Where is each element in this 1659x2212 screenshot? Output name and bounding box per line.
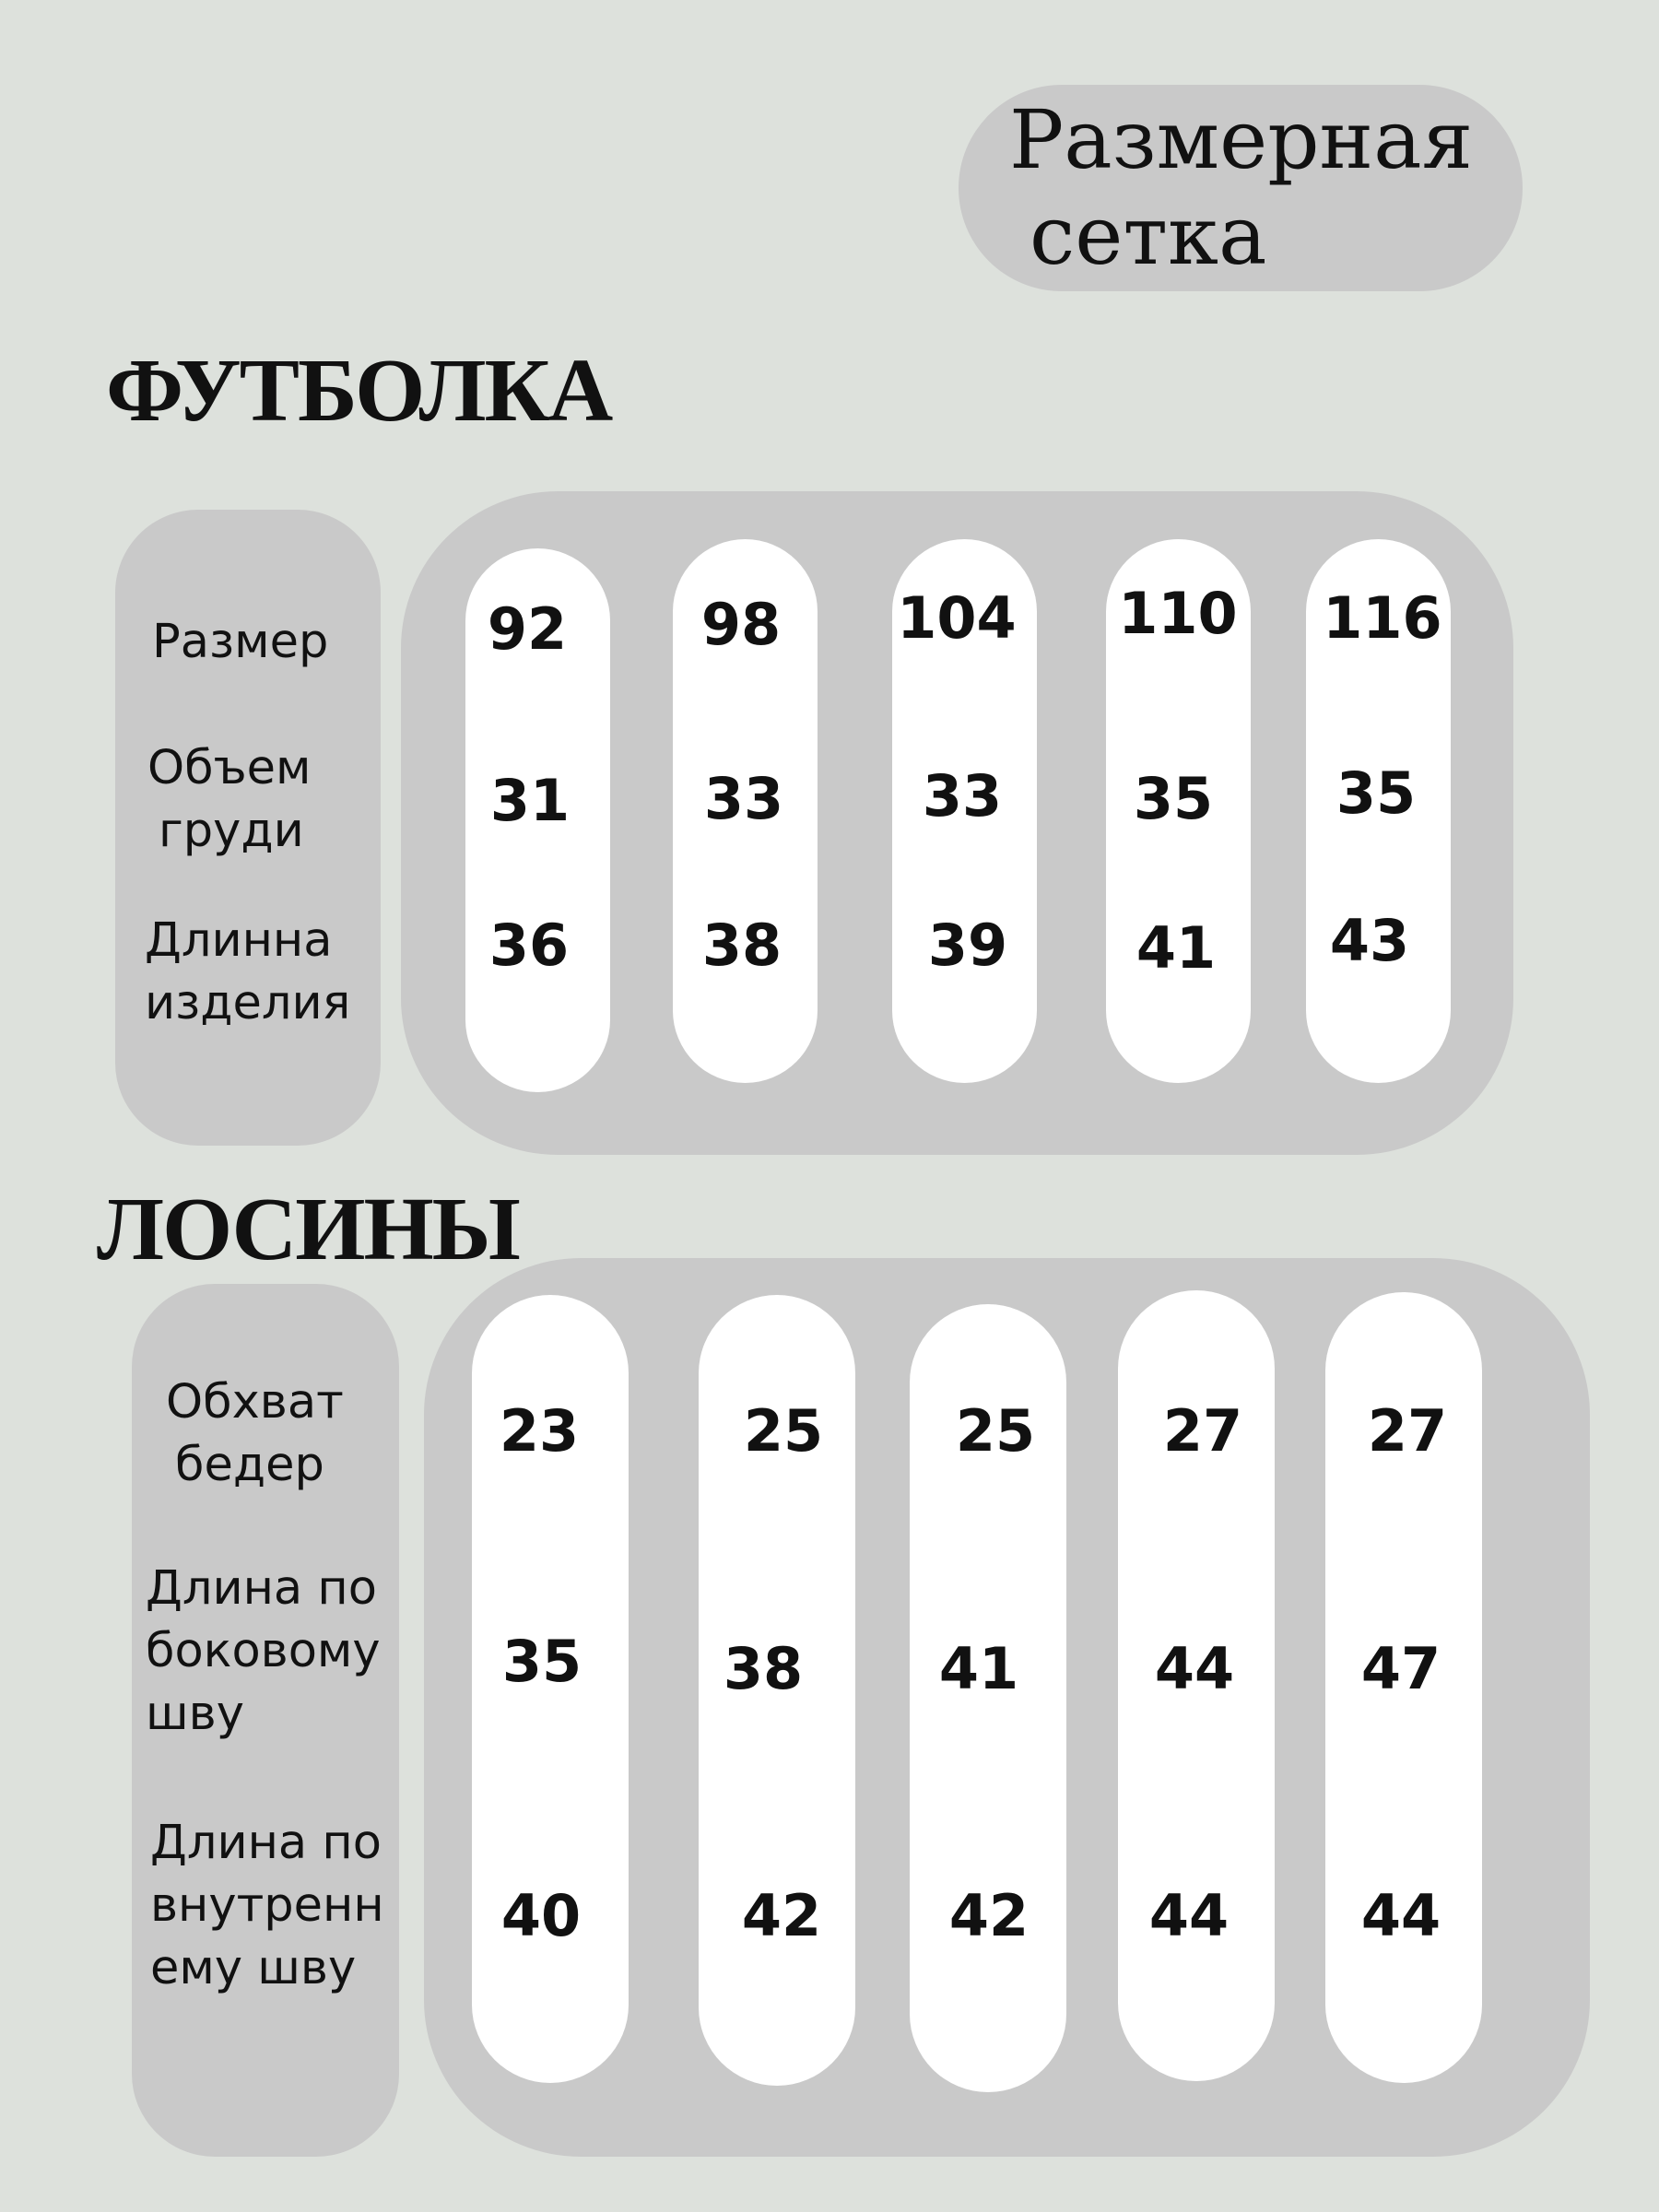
leggings-label-side-line2: боковому: [146, 1624, 381, 1678]
tshirt-length-value: 38: [701, 912, 782, 979]
leggings-hip-value: 25: [743, 1397, 824, 1465]
leggings-hip-value: 23: [499, 1397, 580, 1465]
tshirt-length-value: 36: [488, 912, 570, 979]
page-title-line1: Размерная: [1009, 92, 1474, 187]
tshirt-chest-value: 35: [1335, 759, 1417, 827]
tshirt-label-size: Размер: [152, 615, 329, 669]
leggings-inner-value: 44: [1148, 1882, 1230, 1949]
tshirt-size-value: 116: [1323, 584, 1442, 652]
leggings-label-inner-line3: ему шву: [150, 1941, 357, 1995]
tshirt-label-length-line2: изделия: [145, 976, 351, 1030]
tshirt-length-value: 41: [1135, 914, 1217, 982]
leggings-label-hip-line2: бедер: [175, 1438, 324, 1492]
leggings-label-side-line1: Длина по: [146, 1561, 377, 1616]
page-title: [1009, 92, 1525, 284]
tshirt-size-value: 104: [897, 584, 1017, 652]
leggings-inner-value: 42: [741, 1882, 822, 1949]
leggings-side-value: 41: [938, 1635, 1019, 1702]
leggings-side-value: 47: [1360, 1635, 1441, 1702]
leggings-label-inner-line1: Длина по: [150, 1816, 382, 1870]
leggings-inner-value: 40: [500, 1882, 582, 1949]
tshirt-length-value: 39: [927, 912, 1008, 979]
leggings-hip-value: 27: [1162, 1397, 1243, 1465]
leggings-label-side-line3: шву: [146, 1687, 244, 1741]
tshirt-size-value: 98: [700, 591, 782, 658]
tshirt-label-length-line1: Длинна: [145, 913, 333, 968]
leggings-label-inner-line2: внутренн: [150, 1878, 384, 1933]
leggings-side-value: 44: [1154, 1635, 1235, 1702]
tshirt-label-chest-line1: Объем: [147, 741, 312, 795]
tshirt-chest-value: 33: [922, 762, 1003, 830]
leggings-hip-value: 25: [955, 1397, 1036, 1465]
leggings-inner-value: 44: [1360, 1882, 1441, 1949]
tshirt-label-chest-line2: груди: [159, 804, 304, 858]
leggings-side-value: 35: [501, 1628, 582, 1695]
leggings-label-hip-line1: Обхват: [166, 1375, 344, 1430]
tshirt-length-value: 43: [1329, 907, 1410, 974]
tshirt-size-value: 110: [1118, 580, 1238, 647]
leggings-inner-value: 42: [948, 1882, 1030, 1949]
tshirt-chest-value: 35: [1133, 765, 1214, 832]
tshirt-title: ФУТБОЛКА: [106, 341, 612, 441]
leggings-title: ЛОСИНЫ: [97, 1180, 519, 1279]
leggings-hip-value: 27: [1367, 1397, 1448, 1465]
tshirt-chest-value: 33: [703, 765, 784, 832]
tshirt-size-value: 92: [487, 595, 568, 663]
tshirt-chest-value: 31: [489, 767, 571, 834]
page-title-line2: сетка: [1030, 188, 1267, 283]
leggings-side-value: 38: [723, 1635, 804, 1702]
